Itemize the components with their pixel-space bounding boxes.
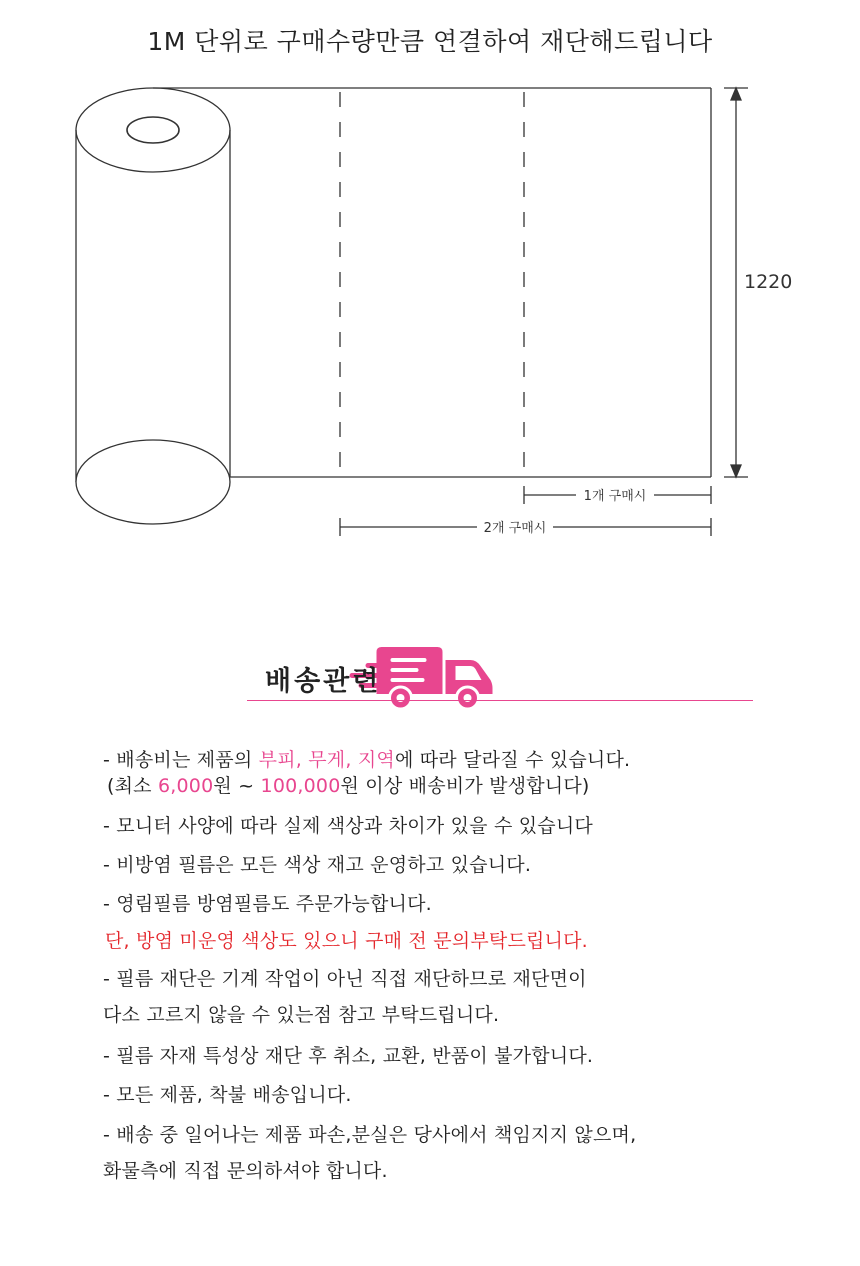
note-shipping-range: (최소 6,000원 ~ 100,000원 이상 배송비가 발생합니다) <box>107 775 590 797</box>
note-damage: - 배송 중 일어나는 제품 파손,분실은 당사에서 책임지지 않으며, <box>103 1124 637 1146</box>
height-label: 1220 <box>744 271 793 293</box>
highlight-max-cost: 100,000 <box>260 775 341 797</box>
note-shipping-cost: - 배송비는 제품의 부피, 무게, 지역에 따라 달라질 수 있습니다. <box>103 749 631 771</box>
note-stock: - 비방염 필름은 모든 색상 재고 운영하고 있습니다. <box>103 854 532 876</box>
note-cod: - 모든 제품, 착불 배송입니다. <box>103 1084 352 1106</box>
buy-one-label: 1개 구매시 <box>583 489 647 504</box>
film-sheet <box>153 88 711 477</box>
note-fireproof-warning: 단, 방염 미운영 색상도 있으니 구매 전 문의부탁드립니다. <box>105 930 588 952</box>
highlight-factors: 부피, 무게, 지역 <box>258 749 395 771</box>
note-monitor-color: - 모니터 사양에 따라 실제 색상과 차이가 있을 수 있습니다 <box>103 815 593 837</box>
film-roll <box>76 88 230 524</box>
buy-two-label: 2개 구매시 <box>483 521 547 536</box>
note-no-return: - 필름 자재 특성상 재단 후 취소, 교환, 반품이 불가합니다. <box>103 1045 594 1067</box>
page-title: 1M 단위로 구매수량만큼 연결하여 재단해드립니다 <box>147 27 713 56</box>
note-cutting-cont: 다소 고르지 않을 수 있는점 참고 부탁드립니다. <box>103 1004 500 1026</box>
delivery-truck-icon <box>95 640 760 720</box>
note-damage-cont: 화물측에 직접 문의하셔야 합니다. <box>103 1160 388 1182</box>
shipping-heading: 배송관련 <box>265 666 382 697</box>
note-cutting: - 필름 재단은 기계 작업이 아닌 직접 재단하므로 재단면이 <box>103 968 587 990</box>
film-roll-diagram <box>0 60 860 560</box>
note-fireproof-order: - 영림필름 방염필름도 주문가능합니다. <box>103 893 432 915</box>
heading-underline <box>247 700 753 701</box>
highlight-min-cost: 6,000 <box>157 775 214 797</box>
